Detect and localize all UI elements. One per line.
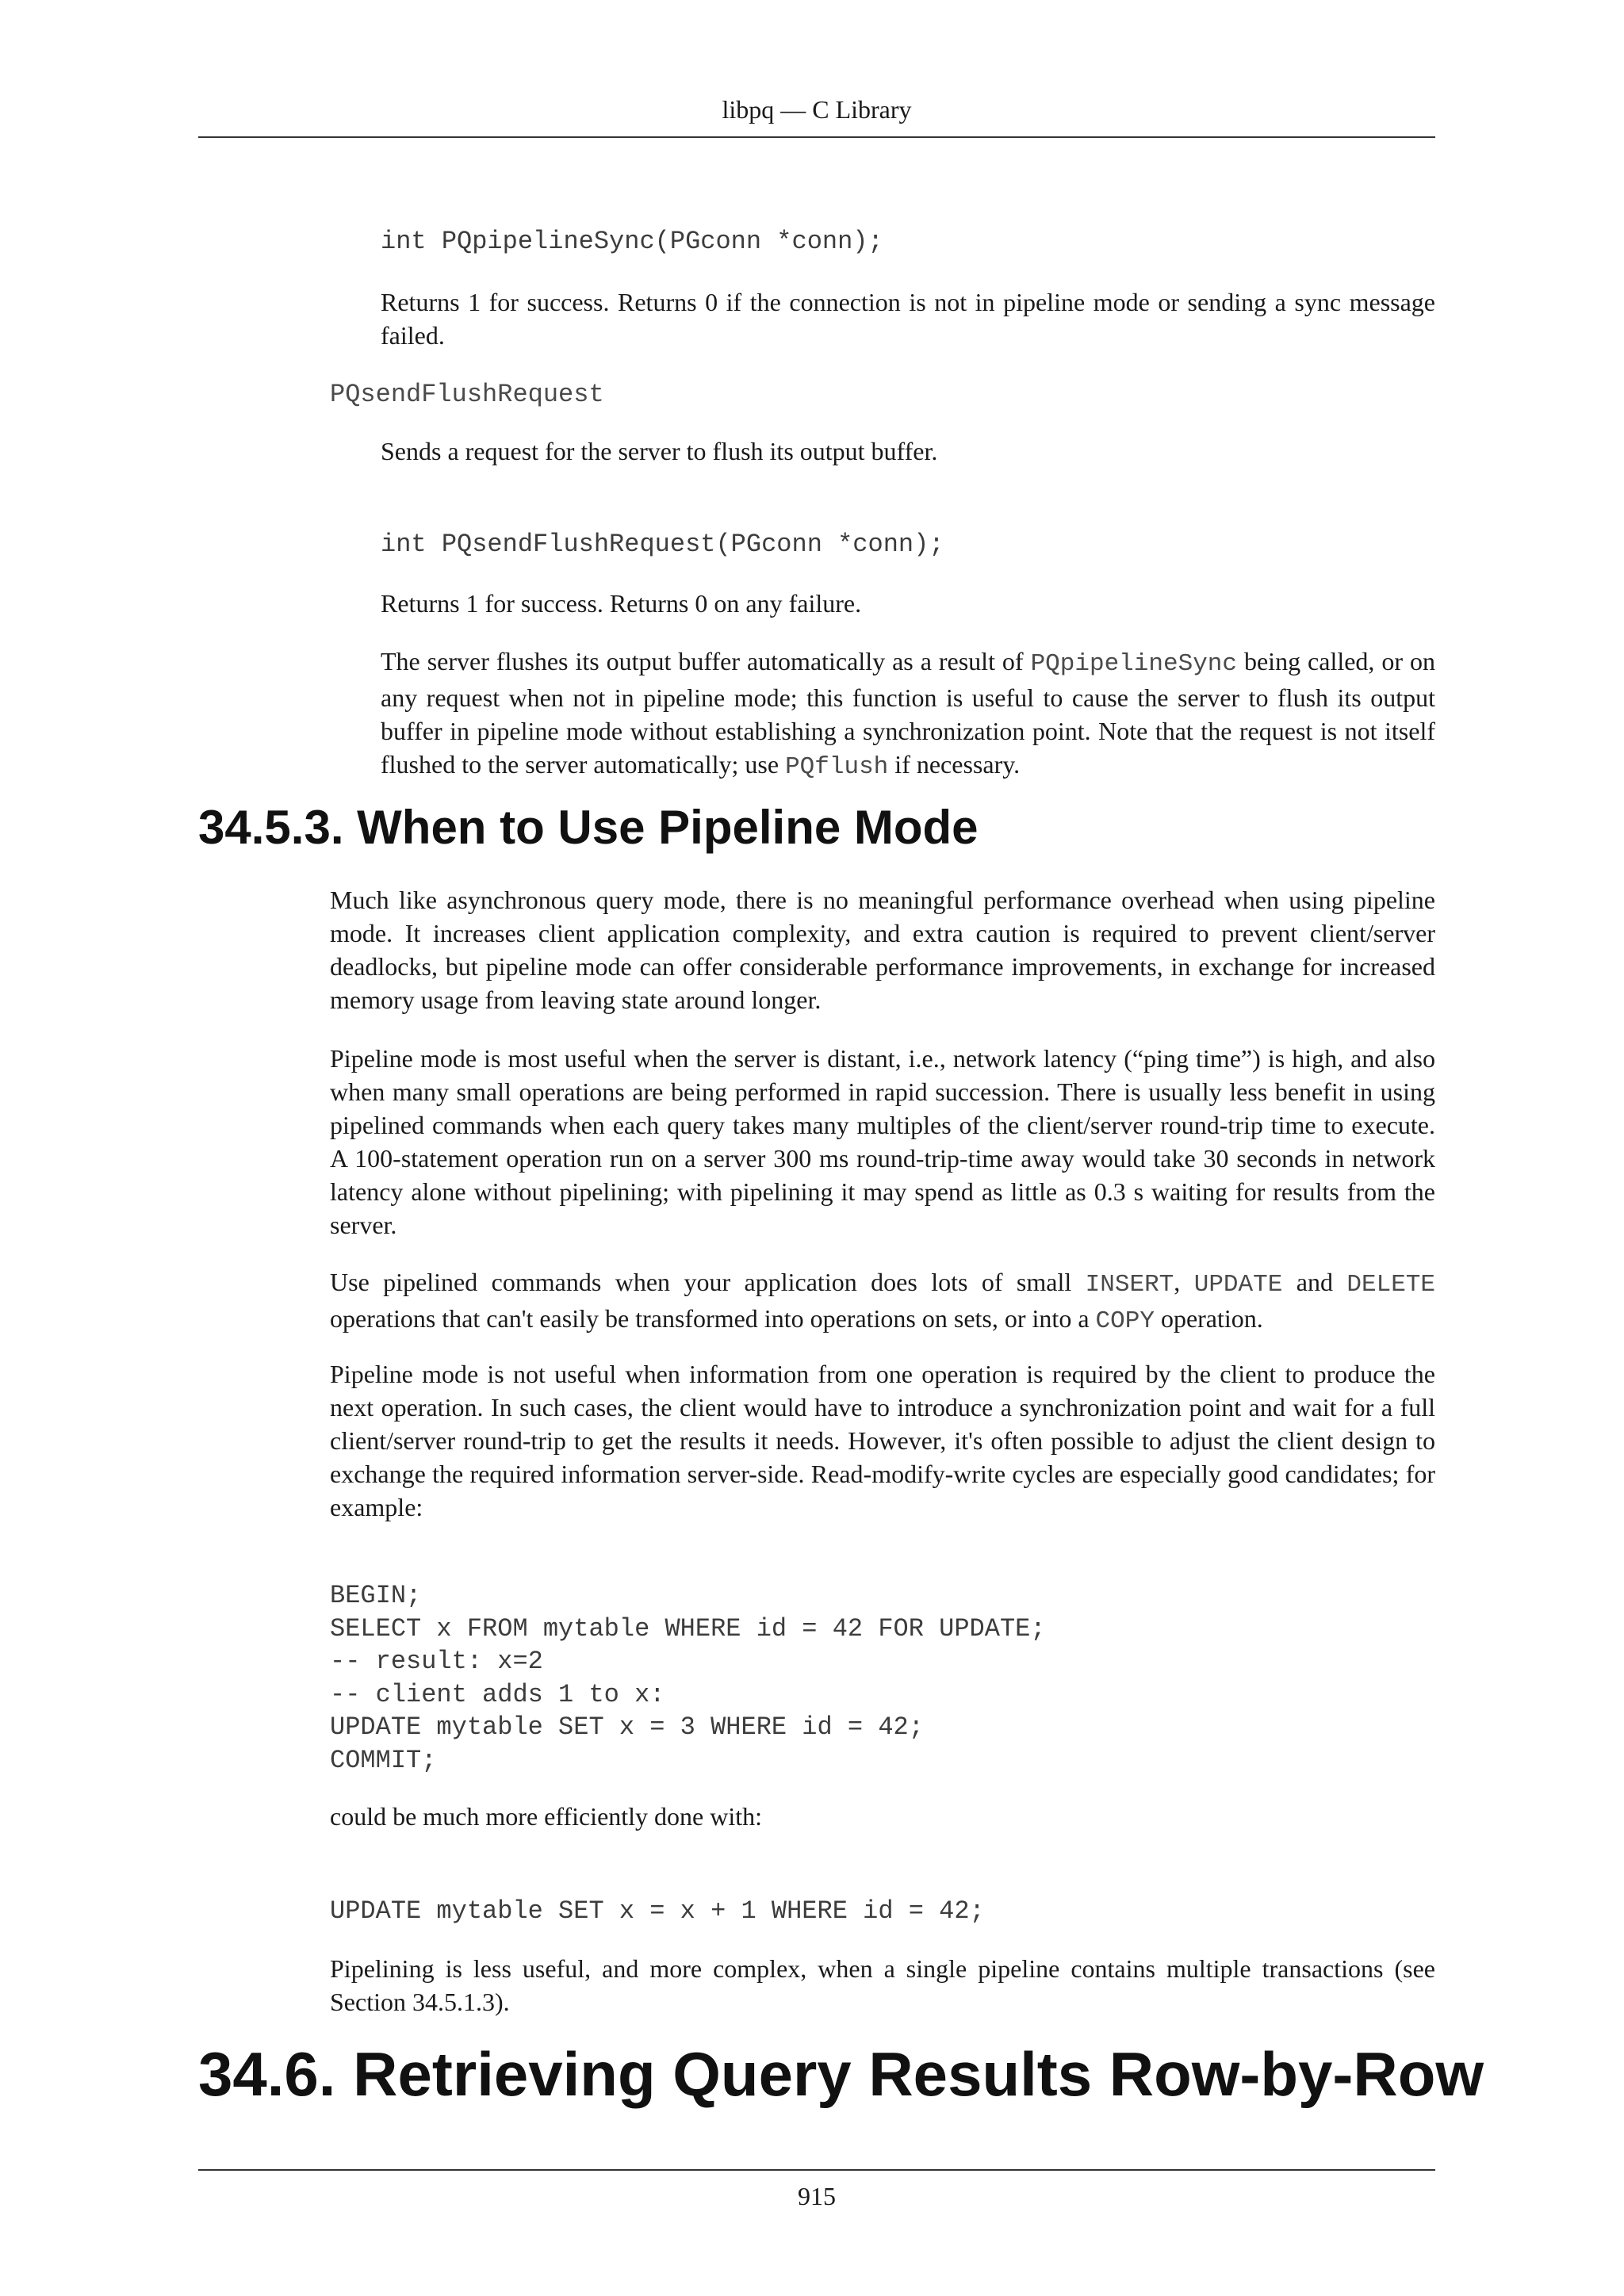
inline-code-delete: DELETE [1346,1271,1436,1299]
section-heading-34-6: 34.6. Retrieving Query Results Row-by-Row [198,2039,1484,2109]
inline-code-copy: COPY [1095,1307,1155,1335]
paragraph-transactions: Pipelining is less useful, and more complex, when a single pipeline contains multiple transactions (see Section 34.5.1.3). [330,1954,1435,2016]
code-synopsis-pqpipelinesync: int PQpipelineSync(PGconn *conn); [381,227,883,256]
paragraph-sync-returns: Returns 1 for success. Returns 0 if the connection is not in pipeline mode or sending a sync message failed. [381,288,1435,350]
section-heading-34-5-3: 34.5.3. When to Use Pipeline Mode [198,801,979,854]
running-header: libpq — C Library [722,95,912,124]
paragraph-latency: Pipeline mode is most useful when the server is distant, i.e., network latency (“ping time”) is high, and also when many small operations are being performed in rapid succession. There is usually less benefit in using pipelined commands when each query takes many multiples of the client/server round-trip time to execute. A 100-statement operation run on a server 300 ms round-trip-time away would take 30 seconds in network latency alone without pipelining; with pipelining it may spend as little as 0.3 s waiting for results from the server. [330,1044,1435,1239]
paragraph-not-useful: Pipeline mode is not useful when information from one operation is required by the client to produce the next operation. In such cases, the client would have to introduce a synchronization point and wait for a full client/server round-trip to get the results it needs. However, it's often possible to adjust the client design to exchange the required information server-side. Read-modify-write cycles are especially good candidates; for example: [330,1360,1435,1521]
function-term-pqsendflushrequest: PQsendFlushRequest [330,380,604,409]
header-rule [198,136,1435,138]
code-synopsis-pqsendflushrequest: int PQsendFlushRequest(PGconn *conn); [381,530,944,559]
paragraph-use-cases: Use pipelined commands when your application does lots of small INSERT, UPDATE and DELETE operations that can't easily be transformed into operations on sets, or into a COPY operation. [330,1268,1436,1335]
inline-code-pqpipelinesync: PQpipelineSync [1030,650,1238,678]
paragraph-more-efficient: could be much more efficiently done with: [330,1802,763,1831]
paragraph-flush-note: The server flushes its output buffer automatically as a result of PQpipelineSync being called, or on any request when not in pipeline mode; this function is useful to cause the server to flush its output buffer in pipeline mode without establishing a synchronization point. Note that the request is not itself flushed to the server automatically; use PQflush if necessary. [381,647,1436,781]
inline-code-pqflush: PQflush [785,753,889,781]
page-number: 915 [798,2182,836,2210]
paragraph-flush-description: Sends a request for the server to flush its output buffer. [381,437,938,465]
footer-rule [198,2169,1435,2171]
code-example-single-update: UPDATE mytable SET x = x + 1 WHERE id = 42; [330,1896,985,1926]
code-example-read-modify-write: BEGIN; SELECT x FROM mytable WHERE id = 42 FOR UPDATE; -- result: x=2 -- client adds 1 to x: UPDATE mytable SET x = 3 WHERE id = 42; COMMIT; [330,1581,1046,1775]
inline-code-update: UPDATE [1193,1271,1283,1299]
paragraph-flush-returns: Returns 1 for success. Returns 0 on any failure. [381,589,862,618]
paragraph-overhead: Much like asynchronous query mode, there is no meaningful performance overhead when using pipeline mode. It increases client application complexity, and extra caution is required to prevent client/server deadlocks, but pipeline mode can offer considerable performance improvements, in exchange for increased memory usage from leaving state around longer. [330,886,1435,1014]
inline-code-insert: INSERT [1085,1271,1174,1299]
